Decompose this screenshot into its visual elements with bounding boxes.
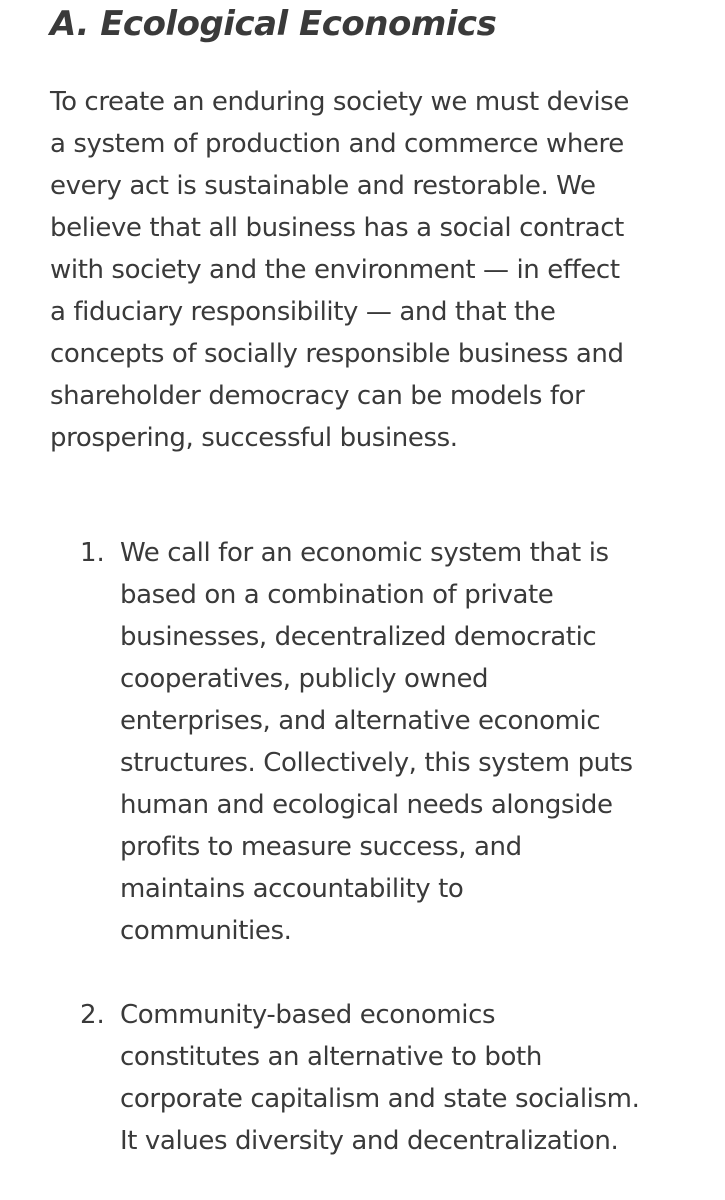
intro-line: shareholder democracy can be models for bbox=[50, 381, 585, 411]
list-item-line: maintains accountability to bbox=[120, 874, 464, 904]
intro-line: a system of production and commerce where bbox=[50, 129, 624, 159]
list-item-line: human and ecological needs alongside bbox=[120, 790, 613, 820]
intro-line: every act is sustainable and restorable. We bbox=[50, 171, 596, 201]
list-item-line: enterprises, and alternative economic bbox=[120, 706, 601, 736]
intro-line: To create an enduring society we must devise bbox=[50, 87, 629, 117]
intro-line: with society and the environment — in effect bbox=[50, 255, 620, 285]
intro-line: a fiduciary responsibility — and that the bbox=[50, 297, 556, 327]
list-item-line: communities. bbox=[120, 916, 292, 946]
list-item-line: structures. Collectively, this system puts bbox=[120, 748, 633, 778]
intro-line: prospering, successful business. bbox=[50, 423, 458, 453]
list-item-line: It values diversity and decentralization. bbox=[120, 1126, 619, 1156]
intro-line: believe that all business has a social contract bbox=[50, 213, 624, 243]
list-item-line: Community-based economics bbox=[120, 1000, 496, 1030]
list-item-text bbox=[120, 994, 639, 1162]
list-item-number: 2. bbox=[80, 1000, 105, 1030]
list-item-line: constitutes an alternative to both bbox=[120, 1042, 542, 1072]
list-item-line: corporate capitalism and state socialism. bbox=[120, 1084, 640, 1114]
section-heading: A. Ecological Economics bbox=[50, 4, 497, 44]
list-item-line: based on a combination of private bbox=[120, 580, 554, 610]
intro-paragraph bbox=[50, 81, 710, 459]
list-item-line: businesses, decentralized democratic bbox=[120, 622, 597, 652]
intro-line: concepts of socially responsible business and bbox=[50, 339, 624, 369]
list-item-text bbox=[120, 532, 633, 952]
list-item-number: 1. bbox=[80, 538, 105, 568]
list-item-line: We call for an economic system that is bbox=[120, 538, 609, 568]
list-item-line: cooperatives, publicly owned bbox=[120, 664, 489, 694]
list-item-line: profits to measure success, and bbox=[120, 832, 522, 862]
